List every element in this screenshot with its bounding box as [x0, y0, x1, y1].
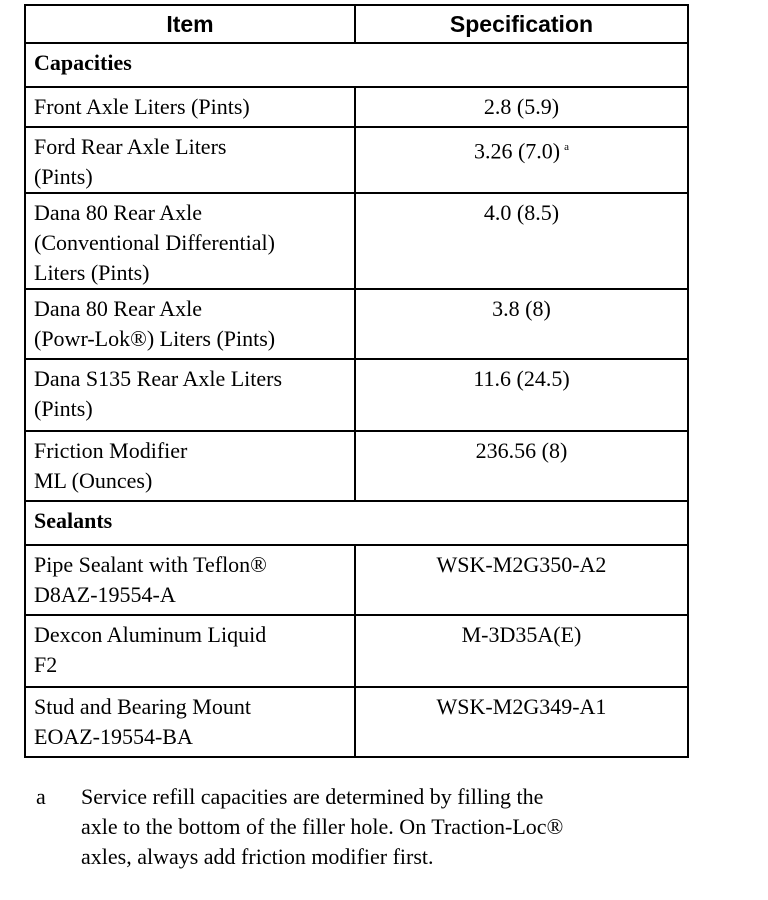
spec-cell: 4.0 (8.5): [355, 193, 688, 289]
item-line: Stud and Bearing Mount: [34, 694, 251, 719]
header-specification: Specification: [355, 5, 688, 43]
item-line: Front Axle Liters (Pints): [34, 94, 250, 119]
spec-cell: 2.8 (5.9): [355, 87, 688, 127]
table-row: [25, 431, 688, 501]
spec-cell: [355, 127, 688, 193]
item-line: Dexcon Aluminum Liquid: [34, 622, 267, 647]
item-line: (Pints): [34, 396, 93, 421]
spec-cell: WSK-M2G349-A1: [355, 687, 688, 757]
item-line: (Powr-Lok®) Liters (Pints): [34, 326, 276, 351]
item-cell: [25, 615, 355, 687]
table-row: [25, 87, 688, 127]
header-item: Item: [25, 5, 355, 43]
item-line: Ford Rear Axle Liters: [34, 134, 227, 159]
footnote-reference: a: [564, 141, 570, 153]
item-line: (Pints): [34, 164, 93, 189]
footnote-line: Service refill capacities are determined by filling the: [81, 784, 544, 809]
table-row: [25, 615, 688, 687]
spec-cell: M-3D35A(E): [355, 615, 688, 687]
item-cell: [25, 545, 355, 615]
item-cell: [25, 127, 355, 193]
footnote-line: axle to the bottom of the filler hole. On Traction-Loc®: [81, 814, 564, 839]
specification-table: [24, 4, 689, 758]
item-cell: [25, 687, 355, 757]
table-header-row: [25, 5, 688, 43]
section-row-sealants: [25, 501, 688, 545]
spec-cell: 11.6 (24.5): [355, 359, 688, 431]
spec-cell: 3.8 (8): [355, 289, 688, 359]
section-title: Sealants: [25, 501, 688, 545]
table-row: [25, 193, 688, 289]
item-line: D8AZ-19554-A: [34, 582, 176, 607]
table-row: [25, 289, 688, 359]
spec-cell: 236.56 (8): [355, 431, 688, 501]
item-line: Friction Modifier: [34, 438, 188, 463]
item-line: Dana 80 Rear Axle: [34, 296, 202, 321]
item-line: EOAZ-19554-BA: [34, 724, 193, 749]
item-cell: [25, 193, 355, 289]
item-line: Pipe Sealant with Teflon®: [34, 552, 267, 577]
section-title: Capacities: [25, 43, 688, 87]
section-row-capacities: [25, 43, 688, 87]
item-line: Liters (Pints): [34, 260, 150, 285]
item-line: (Conventional Differential): [34, 230, 275, 255]
item-line: F2: [34, 652, 58, 677]
spec-value: 3.26 (7.0): [473, 138, 561, 164]
item-cell: [25, 359, 355, 431]
table-row: [25, 687, 688, 757]
footnote: [36, 782, 716, 872]
spec-cell: WSK-M2G350-A2: [355, 545, 688, 615]
table-row: [25, 545, 688, 615]
footnote-marker: a: [36, 784, 46, 809]
table-row: [25, 127, 688, 193]
item-line: Dana 80 Rear Axle: [34, 200, 202, 225]
item-cell: [25, 289, 355, 359]
item-line: ML (Ounces): [34, 468, 153, 493]
item-cell: [25, 431, 355, 501]
item-cell: [25, 87, 355, 127]
item-line: Dana S135 Rear Axle Liters: [34, 366, 283, 391]
footnote-line: axles, always add friction modifier first.: [81, 844, 434, 869]
table-row: [25, 359, 688, 431]
